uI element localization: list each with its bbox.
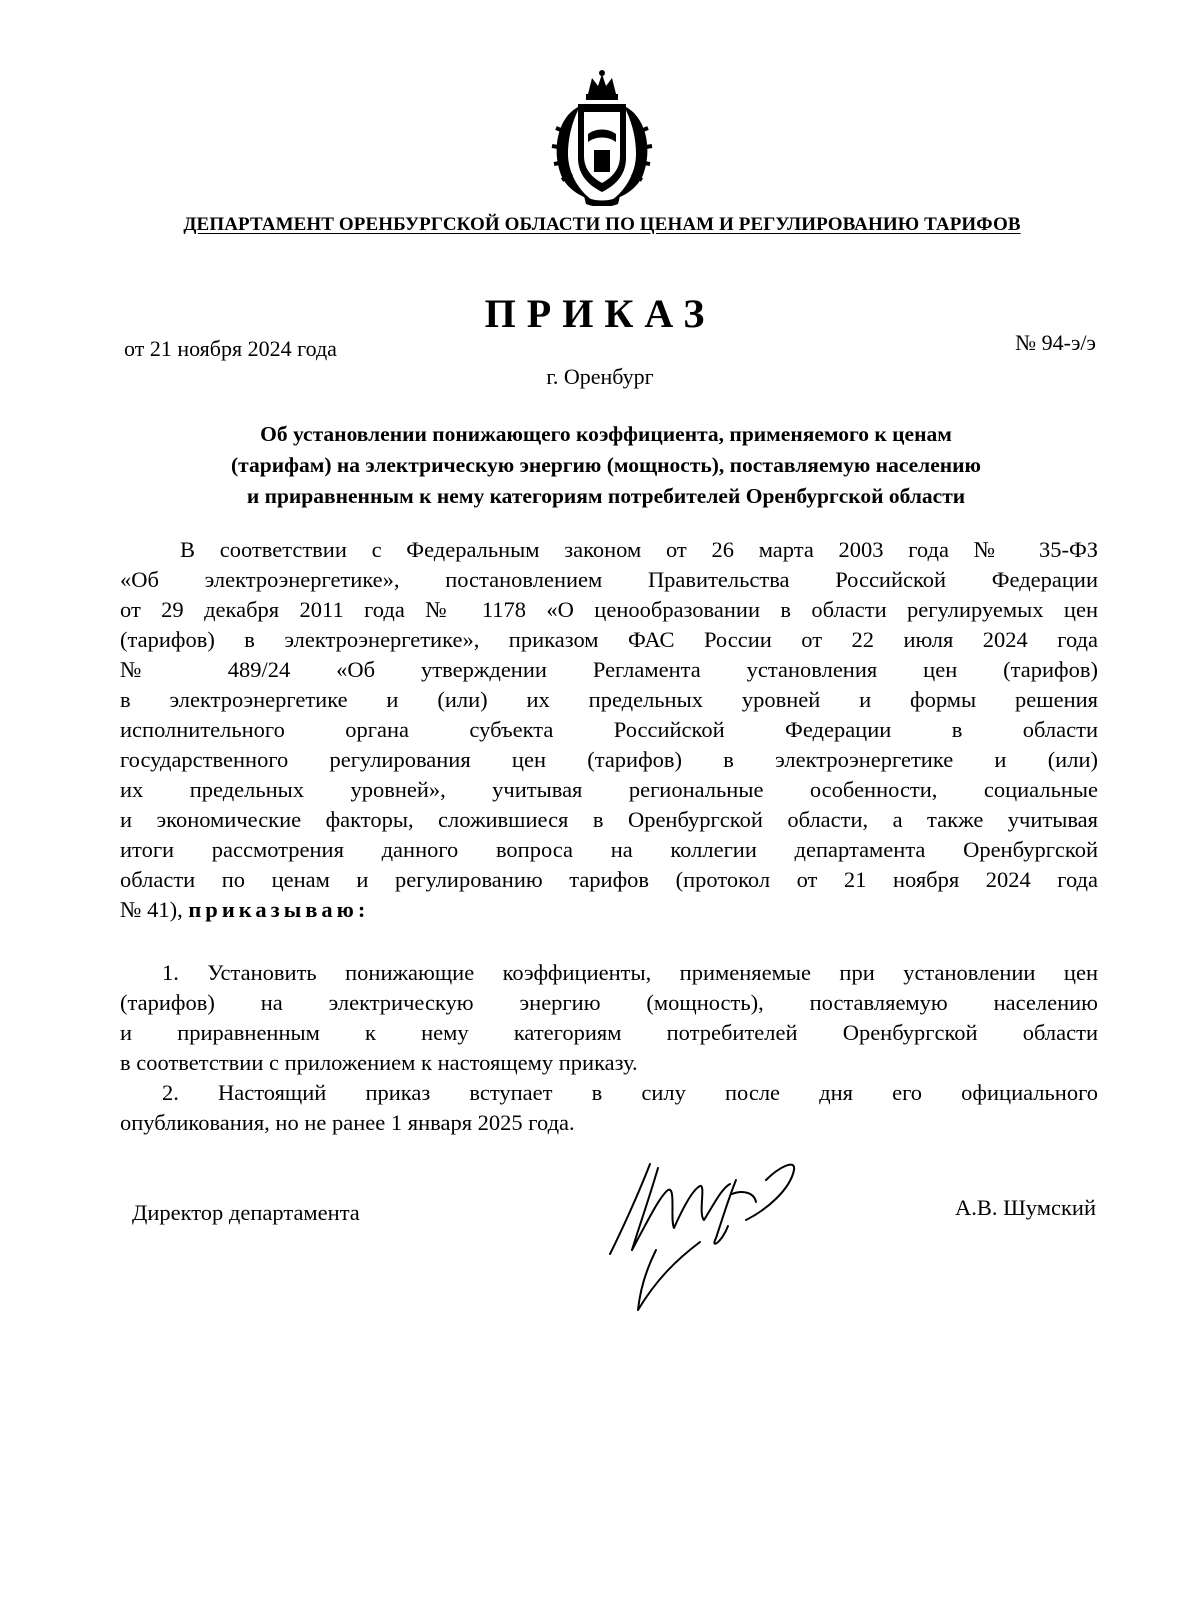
order-number: № 94-э/э: [1015, 330, 1096, 355]
preamble-line: их предельных уровней», учитывая региональные особенности, социальные: [120, 777, 1098, 802]
item-line: 1. Установить понижающие коэффициенты, применяемые при установлении цен: [162, 960, 1098, 985]
preamble-line: в электроэнергетике и (или) их предельных уровней и формы решения: [120, 687, 1098, 712]
preamble-line: исполнительного органа субъекта Российской Федерации в области: [120, 717, 1098, 742]
order-item-1: [120, 958, 1098, 1078]
department-name: ДЕПАРТАМЕНТ ОРЕНБУРГСКОЙ ОБЛАСТИ ПО ЦЕНАМ И РЕГУЛИРОВАНИЮ ТАРИФОВ: [183, 214, 1021, 235]
order-subject: [110, 419, 1102, 512]
preamble-line: В соответствии с Федеральным законом от 26 марта 2003 года № 35-ФЗ: [180, 537, 1098, 562]
order-items: [120, 958, 1098, 1138]
order-city: г. Оренбург: [546, 364, 654, 389]
handwritten-signature: [596, 1150, 806, 1320]
preamble-line: «Об электроэнергетике», постановлением Правительства Российской Федерации: [120, 567, 1098, 592]
document-type-title: ПРИКАЗ: [484, 291, 716, 336]
preamble-line: и экономические факторы, сложившиеся в Оренбургской области, а также учитывая: [120, 807, 1098, 832]
preamble-line: от 29 декабря 2011 года № 1178 «О ценообразовании в области регулируемых цен: [120, 597, 1098, 622]
preamble-paragraph: [120, 535, 1098, 925]
preamble-line: области по ценам и регулированию тарифов (протокол от 21 ноября 2024 года: [120, 867, 1098, 892]
preamble-line: государственного регулирования цен (тарифов) в электроэнергетике и (или): [120, 747, 1098, 772]
subject-line: (тарифам) на электрическую энергию (мощность), поставляемую населению: [231, 453, 981, 477]
order-item-2: [120, 1078, 1098, 1138]
order-command: приказываю:: [188, 897, 370, 922]
preamble-line-start: № 41),: [120, 897, 189, 922]
signatory-name: А.В. Шумский: [954, 1195, 1096, 1220]
coat-of-arms-emblem: [548, 68, 656, 206]
item-line: 2. Настоящий приказ вступает в силу после дня его официального: [162, 1080, 1098, 1105]
item-line: в соответствии с приложением к настоящему приказу.: [120, 1050, 638, 1075]
subject-line: и приравненным к нему категориям потребителей Оренбургской области: [246, 484, 966, 508]
order-date: от 21 ноября 2024 года: [124, 336, 337, 361]
item-line: опубликования, но не ранее 1 января 2025 года.: [120, 1110, 575, 1135]
preamble-line: (тарифов) в электроэнергетике», приказом ФАС России от 22 июля 2024 года: [120, 627, 1098, 652]
preamble-last-line: [120, 895, 1098, 925]
item-line: и приравненным к нему категориям потребителей Оренбургской области: [120, 1020, 1098, 1045]
preamble-line: итоги рассмотрения данного вопроса на коллегии департамента Оренбургской: [120, 837, 1098, 862]
preamble-line: № 489/24 «Об утверждении Регламента установления цен (тарифов): [120, 657, 1098, 682]
signatory-position: Директор департамента: [132, 1200, 360, 1225]
subject-line: Об установлении понижающего коэффициента, применяемого к ценам: [260, 422, 952, 446]
item-line: (тарифов) на электрическую энергию (мощность), поставляемую населению: [120, 990, 1098, 1015]
